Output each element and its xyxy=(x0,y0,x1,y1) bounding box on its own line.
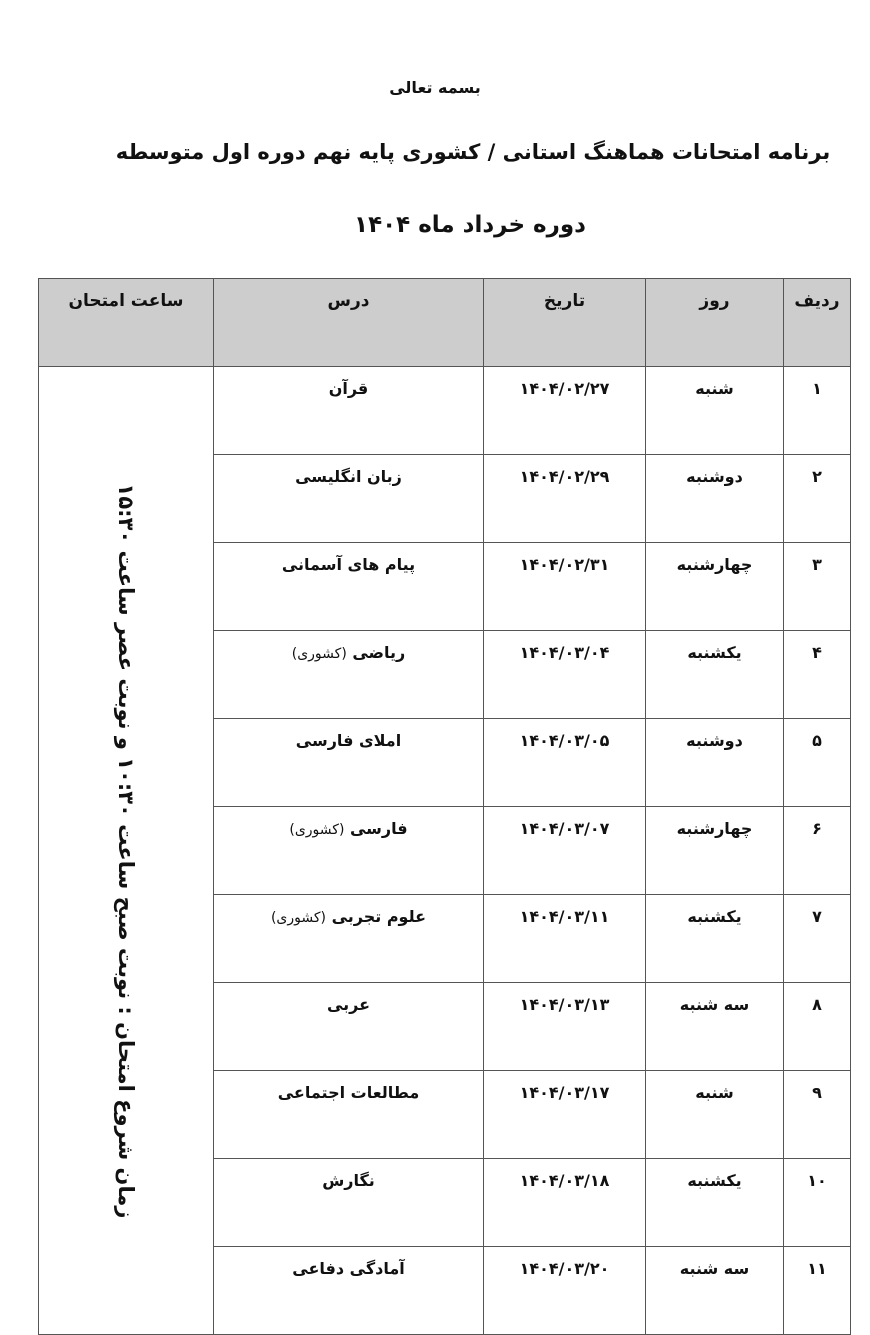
row-day: شنبه xyxy=(646,367,784,455)
row-number: ۶ xyxy=(784,807,851,895)
row-number: ۳ xyxy=(784,543,851,631)
row-date: ۱۴۰۴/۰۳/۱۷ xyxy=(484,1071,646,1159)
row-day: شنبه xyxy=(646,1071,784,1159)
page-subtitle: دوره خرداد ماه ۱۴۰۴ xyxy=(354,212,586,238)
row-day: یکشنبه xyxy=(646,631,784,719)
row-date: ۱۴۰۴/۰۲/۲۹ xyxy=(484,455,646,543)
column-header-lesson: درس xyxy=(214,279,484,367)
table-row xyxy=(39,367,851,455)
lesson-name: عربی xyxy=(326,995,371,1014)
row-date: ۱۴۰۴/۰۳/۲۰ xyxy=(484,1247,646,1335)
lesson-name: آمادگی دفاعی xyxy=(292,1259,405,1278)
row-number: ۹ xyxy=(784,1071,851,1159)
lesson-name: علوم تجربی xyxy=(331,907,427,926)
page-title: برنامه امتحانات هماهنگ استانی / کشوری پایه نهم دوره اول متوسطه xyxy=(115,140,831,164)
row-day: چهارشنبه xyxy=(646,807,784,895)
table-header-row xyxy=(39,279,851,367)
row-date: ۱۴۰۴/۰۳/۰۷ xyxy=(484,807,646,895)
lesson-note: (کشوری) xyxy=(270,910,326,926)
row-lesson xyxy=(214,1159,484,1247)
lesson-note: (کشوری) xyxy=(291,646,347,662)
row-day: یکشنبه xyxy=(646,1159,784,1247)
row-number: ۱۰ xyxy=(784,1159,851,1247)
row-day: سه شنبه xyxy=(646,1247,784,1335)
column-header-row: ردیف xyxy=(784,279,851,367)
column-header-date: تاریخ xyxy=(484,279,646,367)
row-lesson xyxy=(214,807,484,895)
exam-start-time-note: زمان شروع امتحان : نوبت صبح ساعت ۱۰:۳۰ و نوبت عصر ساعت ۱۵:۳۰ xyxy=(114,483,138,1218)
row-date: ۱۴۰۴/۰۲/۳۱ xyxy=(484,543,646,631)
row-number: ۷ xyxy=(784,895,851,983)
row-date: ۱۴۰۴/۰۳/۱۸ xyxy=(484,1159,646,1247)
lesson-name: ریاضی xyxy=(352,643,406,662)
row-lesson xyxy=(214,1071,484,1159)
row-number: ۲ xyxy=(784,455,851,543)
row-lesson xyxy=(214,1247,484,1335)
row-date: ۱۴۰۴/۰۳/۰۵ xyxy=(484,719,646,807)
bismillah-heading: بسمه تعالی xyxy=(389,78,481,97)
row-number: ۴ xyxy=(784,631,851,719)
row-lesson xyxy=(214,895,484,983)
row-day: سه شنبه xyxy=(646,983,784,1071)
row-lesson xyxy=(214,983,484,1071)
lesson-note: (کشوری) xyxy=(289,822,345,838)
row-date: ۱۴۰۴/۰۳/۰۴ xyxy=(484,631,646,719)
exam-time-cell xyxy=(39,367,214,1335)
row-lesson xyxy=(214,719,484,807)
lesson-name: قرآن xyxy=(328,379,369,398)
row-number: ۵ xyxy=(784,719,851,807)
row-number: ۱ xyxy=(784,367,851,455)
lesson-name: پیام های آسمانی xyxy=(281,555,416,574)
lesson-name: زبان انگلیسی xyxy=(295,467,402,486)
row-lesson xyxy=(214,631,484,719)
row-lesson xyxy=(214,367,484,455)
row-day: یکشنبه xyxy=(646,895,784,983)
row-day: دوشنبه xyxy=(646,719,784,807)
row-number: ۱۱ xyxy=(784,1247,851,1335)
column-header-day: روز xyxy=(646,279,784,367)
exam-schedule-table xyxy=(38,278,851,1335)
row-day: دوشنبه xyxy=(646,455,784,543)
row-lesson xyxy=(214,543,484,631)
row-date: ۱۴۰۴/۰۲/۲۷ xyxy=(484,367,646,455)
row-date: ۱۴۰۴/۰۳/۱۳ xyxy=(484,983,646,1071)
row-lesson xyxy=(214,455,484,543)
row-number: ۸ xyxy=(784,983,851,1071)
row-date: ۱۴۰۴/۰۳/۱۱ xyxy=(484,895,646,983)
lesson-name: فارسی xyxy=(349,819,408,838)
column-header-time: ساعت امتحان xyxy=(39,279,214,367)
lesson-name: املای فارسی xyxy=(295,731,402,750)
row-day: چهارشنبه xyxy=(646,543,784,631)
lesson-name: مطالعات اجتماعی xyxy=(277,1083,420,1102)
lesson-name: نگارش xyxy=(322,1171,375,1190)
